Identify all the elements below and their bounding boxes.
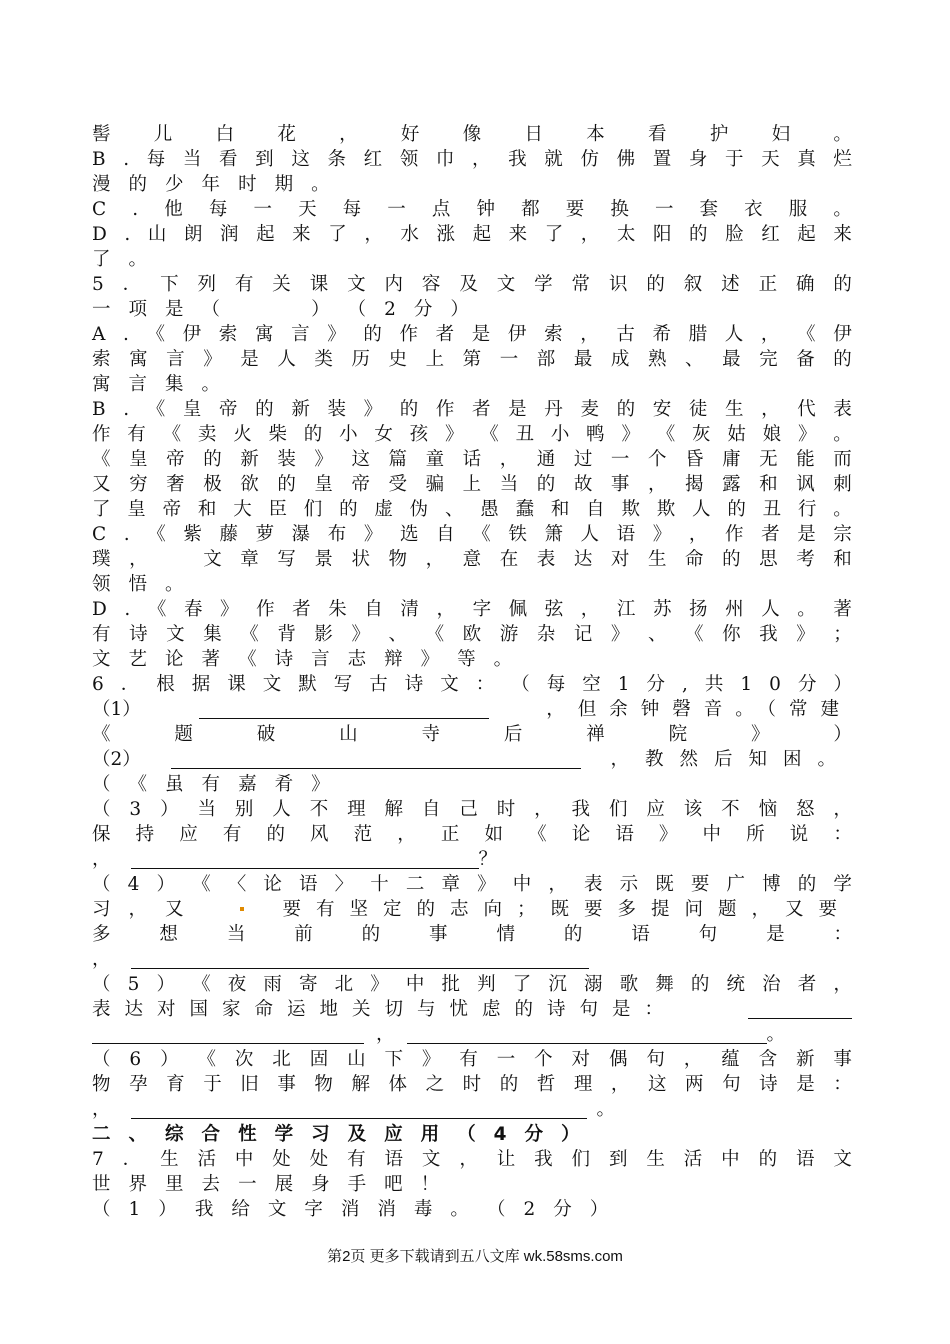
q7-line: 世 界 里 去 一 展 身 手 吧 ！: [92, 1174, 440, 1195]
comma: ，: [92, 949, 111, 970]
q6-blank-3-line: [92, 847, 852, 872]
text-line: 又 穷 奢 极 欲 的 皇 帝 受 骗 上 当 的 故 事 ， 揭 露 和 讽 刺: [92, 474, 852, 495]
q6-text: 表达对国家命运地关切与忧虑的诗句是：: [92, 999, 678, 1020]
text-line: C . 《 紫 藤 萝 瀑 布 》 选 自 《 铁 箫 人 语 》 ， 作 者 是 宗: [92, 524, 852, 545]
text-line: 璞 ， 文 章 写 景 状 物 ， 意 在 表 达 对 生 命 的 思 考 和: [92, 549, 852, 570]
q6-line: （ 《 虽 有 嘉 肴 》: [92, 774, 330, 795]
answer-blank[interactable]: [92, 1025, 364, 1044]
document-body: [92, 122, 852, 1222]
q6-line: 《 题 破 山 寺 后 禅 院 》 ）: [92, 724, 852, 745]
comma: ，: [376, 1024, 395, 1045]
q6-2-text: ，教然后知困。: [610, 749, 852, 770]
q6-line-13: [92, 997, 852, 1022]
text-line: 作 有 《 卖 火 柴 的 小 女 孩 》 《 丑 小 鸭 》 《 灰 姑 娘 》 。: [92, 424, 852, 445]
q6-blank-5-line: [92, 1022, 852, 1047]
q7-line: 7 ． 生 活 中 处 处 有 语 文 ， 让 我 们 到 生 活 中 的 语 文: [92, 1149, 852, 1170]
answer-blank[interactable]: [131, 950, 589, 969]
q6-line: 保 持 应 有 的 风 范 ， 正 如 《 论 语 》 中 所 说 ：: [92, 824, 852, 845]
text-line: 了 。: [92, 249, 148, 270]
text-line: 有 诗 文 集 《 背 影 》 、 《 欧 游 杂 记 》 、 《 你 我 》 ；: [92, 624, 852, 645]
text-line: D . 《 春 》 作 者 朱 自 清 ， 字 佩 弦 ， 江 苏 扬 州 人 。 著: [92, 599, 852, 620]
text-line: 了 皇 帝 和 大 臣 们 的 虚 伪 、 愚 蠢 和 自 欺 欺 人 的 丑 行 。: [92, 499, 852, 520]
q6-blank-6-line: [92, 1097, 852, 1122]
answer-blank[interactable]: [748, 1000, 852, 1019]
q6-blank-2-line: [92, 747, 852, 772]
comma: ，: [92, 1099, 111, 1120]
question-mark: ？: [478, 849, 498, 870]
q6-line: （ 4 ） 《 〈 论 语 〉 十 二 章 》 中 ， 表 示 既 要 广 博 的 学: [92, 874, 852, 895]
text-line: 5 ． 下 列 有 关 课 文 内 容 及 文 学 常 识 的 叙 述 正 确 的: [92, 274, 852, 295]
q6-blank-1-line: [92, 697, 852, 722]
text-line: 漫 的 少 年 时 期 。: [92, 174, 330, 195]
text-line: 索 寓 言 》 是 人 类 历 史 上 第 一 部 最 成 熟 、 最 完 备 的: [92, 349, 852, 370]
text-line: C . 他 每 一 天 每 一 点 钟 都 要 换 一 套 衣 服 。: [92, 199, 852, 220]
text-line: 髻 儿 白 花 ， 好 像 日 本 看 护 妇 。: [92, 124, 852, 145]
q6-blank-4-line: [92, 947, 852, 972]
comma: ，: [92, 849, 111, 870]
answer-blank[interactable]: [199, 700, 489, 719]
q6-line: （ 3 ） 当 别 人 不 理 解 自 己 时 ， 我 们 应 该 不 恼 怒 ，: [92, 799, 852, 820]
q6-line: （ 5 ） 《 夜 雨 寄 北 》 中 批 判 了 沉 溺 歌 舞 的 统 治 者 ，: [92, 974, 852, 995]
text-line: B . 《 皇 帝 的 新 装 》 的 作 者 是 丹 麦 的 安 徒 生 ， 代 表: [92, 399, 852, 420]
page-footer: 第2页 更多下载请到五八文库 wk.58sms.com: [327, 1248, 623, 1265]
text-line: 一 项 是 （ ） （ 2 分 ）: [92, 299, 469, 320]
text-line: D . 山 朗 润 起 来 了 ， 水 涨 起 来 了 ， 太 阳 的 脸 红 起 来: [92, 224, 852, 245]
text-line: 寓 言 集 。: [92, 374, 221, 395]
answer-blank[interactable]: [131, 1100, 587, 1119]
text-line: 6 ． 根 据 课 文 默 写 古 诗 文 ： （ 每 空 1 分 , 共 1 0 分 ）: [92, 674, 852, 695]
q6-text: 要有坚定的志向；既要多提问题，又要: [282, 899, 852, 920]
text-line: 文 艺 论 著 《 诗 言 志 辩 》 等 。: [92, 649, 513, 670]
q6-text: 习，又: [92, 899, 202, 920]
text-line: A . 《 伊 索 寓 言 》 的 作 者 是 伊 索 ， 古 希 腊 人 ， 《 伊: [92, 324, 852, 345]
q6-1-text: ，但余钟磬音。（常建: [546, 699, 852, 720]
section-heading: 二 、 综 合 性 学 习 及 应 用 （ 4 分 ）: [92, 1124, 580, 1145]
text-line: B . 每 当 看 到 这 条 红 领 巾 ， 我 就 仿 佛 置 身 于 天 真 烂: [92, 149, 852, 170]
text-line: 《 皇 帝 的 新 装 》 这 篇 童 话 ， 通 过 一 个 昏 庸 无 能 而: [92, 449, 852, 470]
answer-blank[interactable]: [131, 850, 479, 869]
q7-line: （ 1 ） 我 给 文 字 消 消 毒 。 （ 2 分 ）: [92, 1199, 609, 1220]
q6-line: 多 想 当 前 的 事 情 的 语 句 是 ：: [92, 924, 852, 945]
period: 。: [596, 1099, 616, 1120]
answer-blank[interactable]: [407, 1025, 767, 1044]
q6-1-label: （1）: [92, 699, 141, 720]
q6-line-9: [92, 897, 852, 922]
q6-line: （ 6 ） 《 次 北 固 山 下 》 有 一 个 对 偶 句 ， 蕴 含 新 事: [92, 1049, 852, 1070]
q6-line: 物 孕 育 于 旧 事 物 解 体 之 时 的 哲 理 ， 这 两 句 诗 是 ：: [92, 1074, 852, 1095]
mark-dot: [240, 907, 244, 911]
text-line: 领 悟 。: [92, 574, 184, 595]
q6-2-label: （2）: [92, 749, 141, 770]
answer-blank[interactable]: [171, 750, 581, 769]
paragraph-block: [92, 122, 852, 697]
period: 。: [766, 1024, 786, 1045]
